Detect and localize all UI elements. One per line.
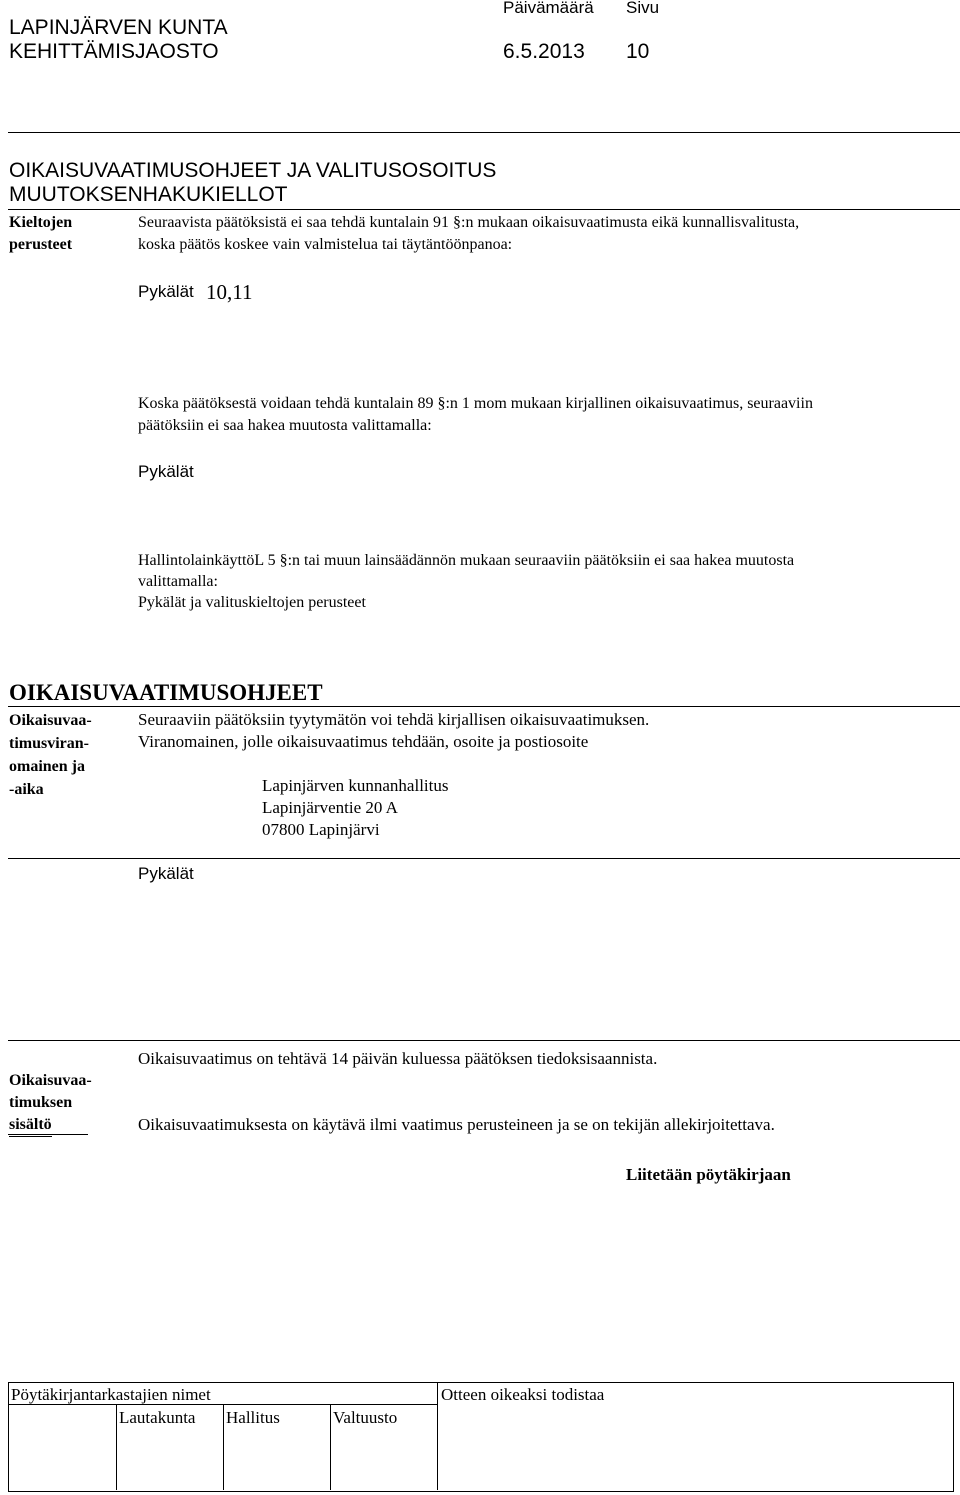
section2-divider: [8, 706, 960, 707]
pykalat-value: 10,11: [206, 280, 253, 304]
side-label-line: timuksen: [9, 1094, 73, 1111]
address-line: 07800 Lapinjärvi: [262, 820, 380, 839]
certified-copy-label: Otteen oikeaksi todistaa: [441, 1385, 605, 1404]
authority-address-intro: Viranomainen, jolle oikaisuvaatimus tehdään, osoite ja postiosoite: [138, 732, 589, 751]
attachment-note: Liitetään pöytäkirjaan: [626, 1165, 791, 1184]
paragraph-preparation-decisions: [138, 213, 799, 255]
side-label-line: Oikaisuvaa-: [9, 1072, 92, 1089]
claim-content-underline: [8, 1134, 88, 1135]
section1-divider: [8, 209, 960, 210]
side-label-line: Oikaisuvaa-: [9, 712, 92, 729]
claim-content-text: Oikaisuvaatimuksesta on käytävä ilmi vaatimus perusteineen ja se on tekijän allekirjoitettava.: [138, 1115, 775, 1134]
footer-col-divider-3: [330, 1404, 331, 1490]
address-line: Lapinjärven kunnanhallitus: [262, 776, 449, 795]
side-label-prohibition-grounds: [9, 213, 72, 255]
date-value: 6.5.2013: [503, 40, 585, 63]
paragraph-administrative-law: [138, 551, 794, 613]
col-lautakunta: Lautakunta: [119, 1408, 196, 1427]
side-label-line: perusteet: [9, 236, 73, 253]
paragraph-line: HallintolainkäyttöL 5 §:n tai muun lainsäädännön mukaan seuraaviin päätöksiin ei saa hakea muutosta: [138, 552, 795, 569]
pykalat-label: Pykälät: [138, 282, 194, 301]
section2-bottom-divider: [8, 858, 960, 859]
department-name: KEHITTÄMISJAOSTO: [9, 40, 219, 63]
side-label-line: -aika: [9, 781, 44, 798]
paragraph-line: Pykälät ja valituskieltojen perusteet: [138, 594, 366, 611]
rectification-intro: Seuraaviin päätöksiin tyytymätön voi tehdä kirjallisen oikaisuvaatimuksen.: [138, 710, 650, 729]
appeal-time-text: Oikaisuvaatimus on tehtävä 14 päivän kuluessa päätöksen tiedoksisaannista.: [138, 1049, 658, 1068]
side-label-claim-content: [9, 1070, 92, 1137]
side-label-line: omainen ja: [9, 758, 85, 775]
paragraph-line: päätöksiin ei saa hakea muutosta valittamalla:: [138, 417, 432, 434]
footer-col-divider-1: [116, 1404, 117, 1490]
checkers-label: Pöytäkirjantarkastajien nimet: [11, 1385, 211, 1404]
org-name: LAPINJÄRVEN KUNTA: [9, 16, 228, 39]
paragraph-line: valittamalla:: [138, 573, 218, 590]
section-title-rectification-instructions: OIKAISUVAATIMUSOHJEET: [9, 680, 323, 705]
date-label: Päivämäärä: [503, 0, 594, 17]
address-line: Lapinjärventie 20 A: [262, 798, 398, 817]
col-hallitus: Hallitus: [226, 1408, 280, 1427]
paragraph-line: Seuraavista päätöksistä ei saa tehdä kuntalain 91 §:n mukaan oikaisuvaatimusta eikä kunnallisvalitusta,: [138, 214, 800, 231]
header-divider: [8, 132, 960, 133]
authority-address: [262, 775, 448, 841]
page-label: Sivu: [626, 0, 660, 17]
section-title-appeal-instructions: OIKAISUVAATIMUSOHJEET JA VALITUSOSOITUS: [9, 159, 497, 182]
section3-divider: [8, 1040, 960, 1041]
paragraph-line: Koska päätöksestä voidaan tehdä kuntalain 89 §:n 1 mom mukaan kirjallinen oikaisuvaatimus, seuraaviin: [138, 395, 813, 412]
pykalat-label: Pykälät: [138, 462, 194, 481]
footer-middle-divider: [437, 1382, 438, 1490]
col-valtuusto: Valtuusto: [333, 1408, 398, 1427]
paragraph-rectification-claim: [138, 394, 813, 436]
side-label-line: Kieltojen: [9, 214, 73, 231]
side-label-line: timusviran-: [9, 735, 89, 752]
footer-col-divider-2: [223, 1404, 224, 1490]
side-label-line: sisältö: [9, 1114, 52, 1137]
side-label-authority-and-time: [9, 709, 92, 801]
section-title-appeal-prohibitions: MUUTOKSENHAKUKIELLOT: [9, 183, 288, 206]
pykalat-label: Pykälät: [138, 864, 194, 883]
page-number: 10: [626, 40, 650, 63]
paragraph-line: koska päätös koskee vain valmistelua tai täytäntöönpanoa:: [138, 236, 513, 253]
